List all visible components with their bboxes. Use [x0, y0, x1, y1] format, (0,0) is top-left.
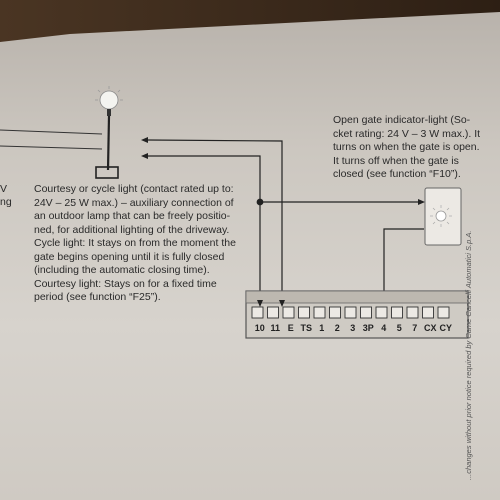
terminal-label: CX: [423, 323, 437, 333]
indicator-light-description: [333, 114, 480, 182]
left-rule-top: [0, 130, 102, 134]
cut-off-text-1: V: [0, 183, 8, 195]
courtesy-line: Courtesy light: Stays on for a fixed time: [34, 277, 217, 290]
courtesy-line: Cycle light: It stays on from the moment the: [34, 237, 236, 249]
terminal-label: 7: [412, 323, 418, 333]
indicator-line: closed (see function “F10”).: [333, 168, 461, 180]
terminal-screw: [423, 307, 434, 318]
terminal-screw: [345, 307, 356, 318]
terminal-screw: [376, 307, 387, 318]
terminal-screw: [252, 307, 263, 318]
terminal-screw: [407, 307, 418, 318]
terminal-screw: [361, 307, 372, 318]
cut-off-text-2: ng: [0, 196, 12, 208]
terminal-label: TS: [300, 323, 312, 333]
indicator-line: Open gate indicator-light (So-: [333, 114, 471, 126]
lamp-post-icon: [95, 86, 123, 178]
terminal-screw: [268, 307, 279, 318]
terminal-label: 3P: [362, 323, 374, 333]
courtesy-line: an outdoor lamp that can be freely positio-: [34, 210, 231, 222]
terminal-label: 11: [270, 323, 280, 333]
side-copyright-note: ...changes without prior notice required by Came Cancelli Automatici S.p.A.: [464, 230, 473, 480]
courtesy-light-description: [34, 183, 236, 305]
left-rule-bottom: [0, 146, 102, 149]
courtesy-line: period (see function “F25”).: [34, 291, 161, 303]
terminal-labels: [252, 323, 454, 333]
terminal-screw: [392, 307, 403, 318]
terminal-label: 1: [319, 323, 325, 333]
indicator-line: turns on when the gate is open.: [333, 141, 480, 153]
courtesy-line: (including the automatic closing time).: [34, 264, 210, 276]
courtesy-line: ned, for additional lighting of the driveway.: [34, 223, 230, 236]
terminal-label: 3: [350, 323, 356, 333]
terminal-label: 2: [334, 323, 340, 333]
terminal-label: 10: [254, 323, 265, 333]
terminal-label: 4: [381, 323, 387, 333]
terminal-screw: [314, 307, 325, 318]
terminal-label: 5: [396, 323, 402, 333]
terminal-label: CY: [439, 323, 452, 333]
terminal-screw: [330, 307, 341, 318]
courtesy-line: 24V – 25 W max.) – auxiliary connection of: [34, 196, 234, 209]
terminal-screw: [438, 307, 449, 318]
courtesy-line: gate begins opening until it is fully closed: [34, 250, 225, 263]
terminal-screw: [283, 307, 294, 318]
indicator-line: cket rating: 24 V – 3 W max.). It: [333, 127, 481, 140]
terminal-screw: [299, 307, 310, 318]
indicator-light-icon: [425, 188, 461, 245]
indicator-line: It turns off when the gate is: [333, 154, 459, 167]
courtesy-line: Courtesy or cycle light (contact rated up to:: [34, 183, 234, 195]
terminal-label: E: [287, 323, 294, 333]
